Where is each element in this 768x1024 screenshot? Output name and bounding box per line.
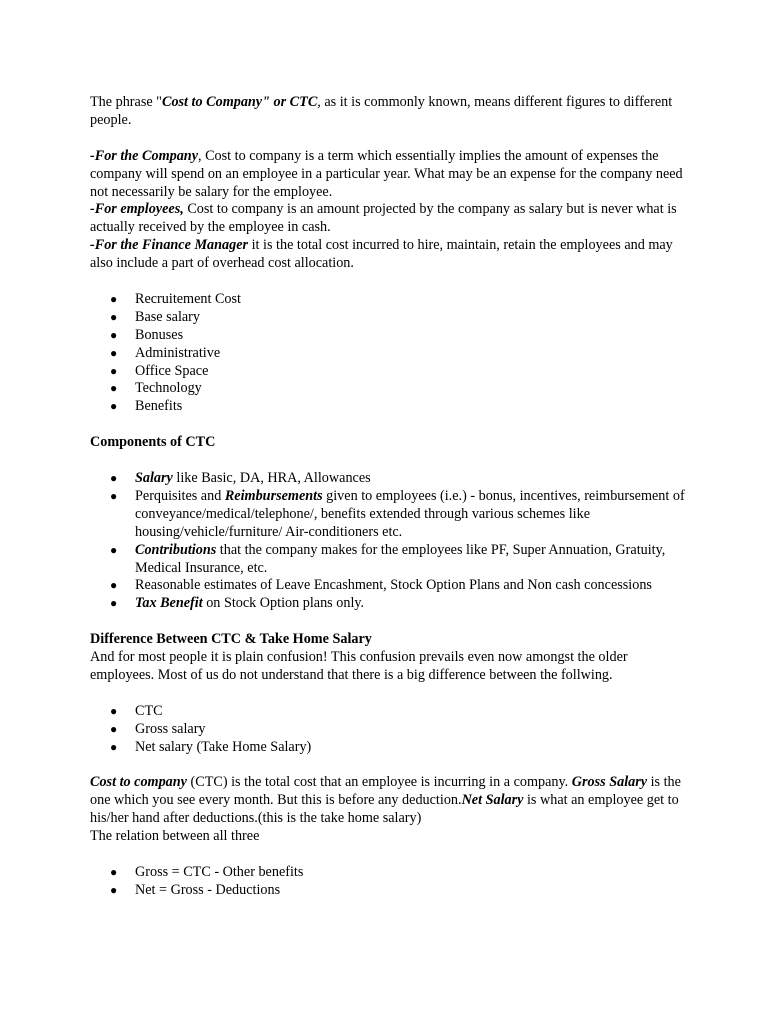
bullet-icon: ● [110, 721, 118, 736]
relation-intro: The relation between all three [90, 828, 260, 845]
bullet-icon: ● [110, 739, 118, 754]
spacer [90, 273, 690, 291]
perspective-text: it is the total cost incurred to hire, maintain, retain the employees and may also include a part of overhead cost allocation. [90, 237, 673, 272]
components-list [90, 470, 690, 613]
component-term: Salary [135, 469, 173, 486]
list-item-text: Technology [135, 380, 202, 397]
difference-heading: Difference Between CTC & Take Home Salary [90, 631, 372, 648]
perspective-finance-manager [90, 237, 690, 273]
components-heading: Components of CTC [90, 434, 216, 451]
bullet-icon: ● [110, 399, 118, 414]
definition-term: Cost to company [90, 774, 187, 791]
list-item [90, 345, 690, 363]
list-item-text: Administrative [135, 344, 221, 361]
list-item [90, 291, 690, 309]
list-item [90, 739, 690, 757]
bullet-icon: ● [110, 488, 118, 503]
list-item: ● Tax Benefit on Stock Option plans only. [110, 595, 365, 612]
list-item [90, 703, 690, 721]
component-term: Contributions [135, 541, 217, 558]
definition-term: Net Salary [461, 792, 524, 809]
intro-paragraph [90, 94, 690, 130]
intro-post: , as it is commonly known, means different figures to different people. [90, 94, 673, 128]
perspective-text: Cost to company is an amount projected by the company as salary but is never what is actually received by the employee in cash. [90, 201, 677, 236]
spacer [90, 685, 690, 703]
cost-items-list [90, 291, 690, 416]
bullet-icon: ● [110, 291, 118, 306]
intro-pre: The phrase " [90, 94, 162, 110]
perspective-label: -For the Company [90, 147, 198, 164]
list-item [90, 380, 690, 398]
relations-list [90, 864, 690, 900]
bullet-icon: ● [110, 363, 118, 378]
salary-types-list [90, 703, 690, 757]
list-item [90, 864, 690, 882]
list-item [90, 309, 690, 327]
list-item: ● Contributions that the company makes for the employees like PF, Super Annuation, Gratuity, Medical Insurance, etc. [110, 541, 666, 576]
list-item [90, 327, 690, 345]
intro-term: Cost to Company" or CTC [161, 94, 318, 110]
list-item-text: Net = Gross - Deductions [135, 881, 281, 898]
list-item-text: Office Space [135, 362, 209, 379]
bullet-icon: ● [110, 596, 118, 611]
bullet-icon: ● [110, 345, 118, 360]
bullet-icon: ● [110, 309, 118, 324]
list-item-text: Benefits [135, 398, 183, 415]
list-item [90, 882, 690, 900]
list-item-text: Recruitement Cost [135, 290, 241, 307]
list-item [90, 363, 690, 381]
definition-term: Gross Salary [571, 774, 648, 791]
bullet-icon: ● [110, 703, 118, 718]
component-term: Tax Benefit [135, 595, 203, 612]
list-item: ● Perquisites and Reimbursements given to employees (i.e.) - bonus, incentives, reimbursement of conveyance/medical/telephone/, benefits extended through various schemes like housing/vehicle/furniture/ Air-conditioners etc. [110, 487, 685, 540]
component-term: Reimbursements [224, 487, 323, 504]
document-page [90, 94, 690, 900]
list-item: ● Reasonable estimates of Leave Encashment, Stock Option Plans and Non cash concessions [110, 577, 652, 594]
difference-paragraph: And for most people it is plain confusion! This confusion prevails even now amongst the older employees. Most of us do not understand that there is a big difference between the follwing. [90, 649, 628, 683]
list-item-text: CTC [135, 702, 163, 719]
perspective-label: -For the Finance Manager [90, 237, 249, 254]
bullet-icon: ● [110, 381, 118, 396]
perspective-company [90, 148, 690, 202]
spacer [90, 846, 690, 864]
list-item-text: Net salary (Take Home Salary) [135, 738, 312, 755]
spacer [90, 452, 690, 470]
perspective-text: , Cost to company is a term which essentially implies the amount of expenses the company will spend on an employee in a particular year. What may be an expense for the company need not necessarily be salary for the employee. [90, 147, 683, 200]
bullet-icon: ● [110, 327, 118, 342]
bullet-icon: ● [110, 864, 118, 879]
list-item: ● Salary like Basic, DA, HRA, Allowances [110, 469, 371, 486]
bullet-icon: ● [110, 542, 118, 557]
bullet-icon: ● [110, 470, 118, 485]
perspective-employees [90, 201, 690, 237]
definitions-paragraph: Cost to company (CTC) is the total cost that an employee is incurring in a company. Gross Salary is the one which you see every month. But this is before any deduction.Net Salary is what an employee get to his/her hand after deductions.(this is the take home salary) [90, 774, 681, 827]
list-item-text: Base salary [135, 308, 201, 325]
spacer [90, 130, 690, 148]
list-item-text: Bonuses [135, 326, 184, 343]
spacer [90, 416, 690, 434]
list-item [90, 398, 690, 416]
bullet-icon: ● [110, 578, 118, 593]
perspective-label: -For employees, [90, 201, 184, 218]
spacer [90, 756, 690, 774]
spacer [90, 613, 690, 631]
list-item-text: Gross = CTC - Other benefits [135, 863, 304, 880]
list-item-text: Gross salary [135, 720, 206, 737]
bullet-icon: ● [110, 882, 118, 897]
list-item [90, 721, 690, 739]
